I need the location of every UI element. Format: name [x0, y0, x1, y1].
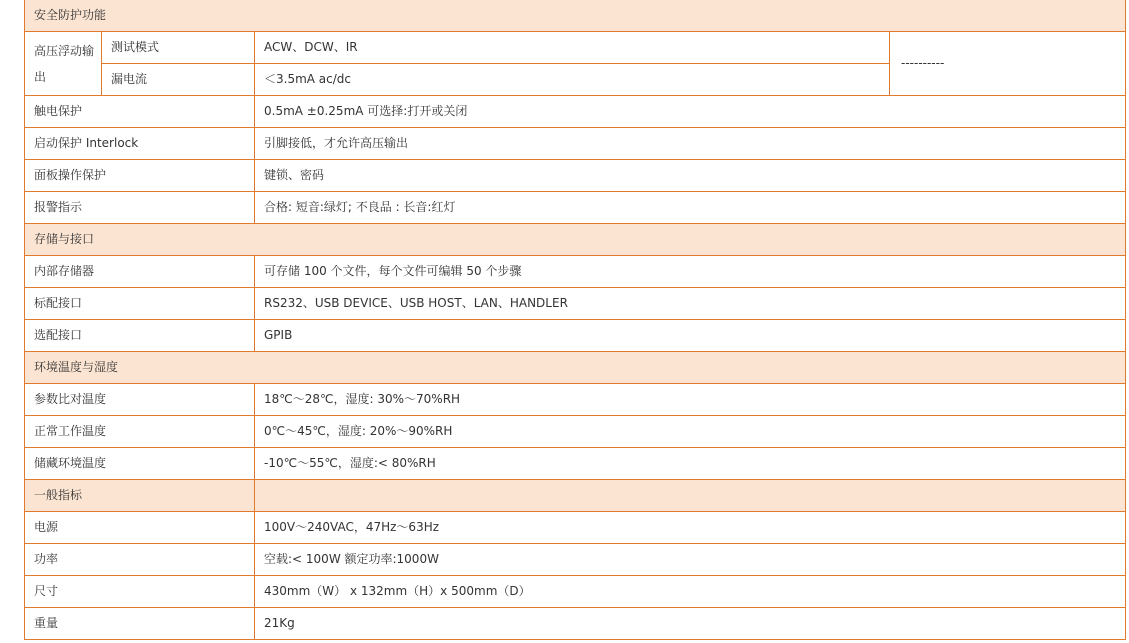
row-value: 引脚接低，才允许高压输出	[255, 128, 1126, 160]
row-label: 内部存储器	[25, 256, 255, 288]
row-label: 功率	[25, 544, 255, 576]
section-header-row	[25, 0, 1126, 32]
row-value: 可存储 100 个文件，每个文件可编辑 50 个步骤	[255, 256, 1126, 288]
section-header-row	[25, 224, 1126, 256]
row-value: 空载:< 100W 额定功率:1000W	[255, 544, 1126, 576]
table-row	[25, 96, 1126, 128]
row-label: 储藏环境温度	[25, 448, 255, 480]
table-row	[25, 512, 1126, 544]
row-label: 正常工作温度	[25, 416, 255, 448]
row-label: 报警指示	[25, 192, 255, 224]
section-title-safety: 安全防护功能	[25, 0, 1126, 32]
spec-table	[24, 0, 1126, 640]
row-value: 18℃～28℃，湿度: 30%～70%RH	[255, 384, 1126, 416]
row-label: 电源	[25, 512, 255, 544]
table-row	[25, 544, 1126, 576]
row-value: 0.5mA ±0.25mA 可选择:打开或关闭	[255, 96, 1126, 128]
section-header-row	[25, 352, 1126, 384]
row-value: 0℃～45℃，湿度: 20%～90%RH	[255, 416, 1126, 448]
row-label: 面板操作保护	[25, 160, 255, 192]
table-row	[25, 576, 1126, 608]
table-row	[25, 448, 1126, 480]
row-value: -10℃～55℃，湿度:< 80%RH	[255, 448, 1126, 480]
table-row	[25, 32, 1126, 64]
row-value: 430mm（W） x 132mm（H）x 500mm（D）	[255, 576, 1126, 608]
row-label-leakage: 漏电流	[102, 64, 255, 96]
table-row	[25, 192, 1126, 224]
section-title-storage: 存储与接口	[25, 224, 1126, 256]
row-label: 标配接口	[25, 288, 255, 320]
row-value-test-mode: ACW、DCW、IR	[255, 32, 890, 64]
row-label: 选配接口	[25, 320, 255, 352]
row-value-leakage: ＜3.5mA ac/dc	[255, 64, 890, 96]
row-note-hv-float-output: ----------	[890, 32, 1126, 96]
table-row	[25, 416, 1126, 448]
table-row	[25, 608, 1126, 640]
section-title-general: 一般指标	[25, 480, 255, 512]
row-value: GPIB	[255, 320, 1126, 352]
section-title-environment: 环境温度与湿度	[25, 352, 1126, 384]
table-row	[25, 288, 1126, 320]
row-value: 合格: 短音:绿灯; 不良品 : 长音:红灯	[255, 192, 1126, 224]
row-label: 启动保护 Interlock	[25, 128, 255, 160]
row-label: 触电保护	[25, 96, 255, 128]
row-value: RS232、USB DEVICE、USB HOST、LAN、HANDLER	[255, 288, 1126, 320]
row-value: 21Kg	[255, 608, 1126, 640]
row-label-test-mode: 测试模式	[102, 32, 255, 64]
table-row	[25, 160, 1126, 192]
row-label: 重量	[25, 608, 255, 640]
table-row	[25, 320, 1126, 352]
row-value: 键锁、密码	[255, 160, 1126, 192]
row-label-hv-float-output: 高压浮动输出	[25, 32, 102, 96]
row-value: 100V～240VAC，47Hz～63Hz	[255, 512, 1126, 544]
table-row	[25, 256, 1126, 288]
row-label: 尺寸	[25, 576, 255, 608]
section-title-empty-cell	[255, 480, 1126, 512]
table-row	[25, 384, 1126, 416]
section-header-row	[25, 480, 1126, 512]
row-label: 参数比对温度	[25, 384, 255, 416]
table-row	[25, 128, 1126, 160]
